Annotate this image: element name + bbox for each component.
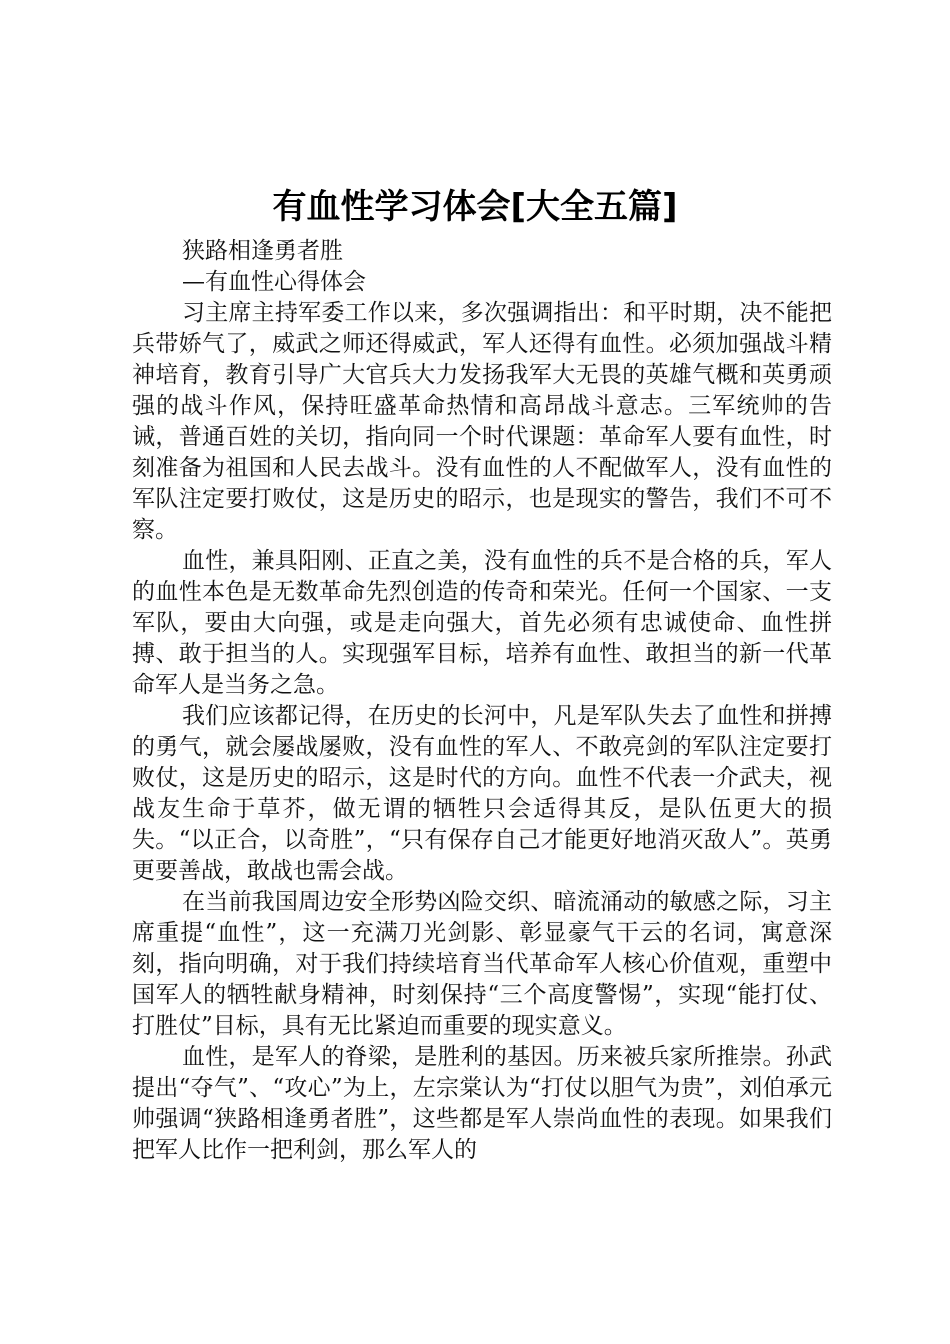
document-body <box>132 236 832 1166</box>
paragraph: 我们应该都记得，在历史的长河中，凡是军队失去了血性和拼搏的勇气，就会屡战屡败，没有血性的军人、不敢亮剑的军队注定要打败仗，这是历史的昭示，这是时代的方向。血性不代表一介武夫，视战友生命于草芥，做无谓的牺牲只会适得其反，是队伍更大的损失。“以正合，以奇胜”，“只有保存自己才能更好地消灭敌人”。英勇更要善战，敢战也需会战。 <box>132 703 832 884</box>
paragraph: 血性，兼具阳刚、正直之美，没有血性的兵不是合格的兵，军人的血性本色是无数革命先烈创造的传奇和荣光。任何一个国家、一支军队，要由大向强，或是走向强大，首先必须有忠诚使命、血性拼搏、敢于担当的人。实现强军目标，培养有血性、敢担当的新一代革命军人是当务之急。 <box>132 548 832 698</box>
paragraph: 习主席主持军委工作以来，多次强调指出：和平时期，决不能把兵带娇气了，威武之师还得威武，军人还得有血性。必须加强战斗精神培育，教育引导广大官兵大力发扬我军大无畏的英雄气概和英勇顽强的战斗作风，保持旺盛革命热情和高昂战斗意志。三军统帅的告诫，普通百姓的关切，指向同一个时代课题：革命军人要有血性，时刻准备为祖国和人民去战斗。没有血性的人不配做军人，没有血性的军队注定要打败仗，这是历史的昭示，也是现实的警告，我们不可不察。 <box>132 300 832 543</box>
paragraph: 在当前我国周边安全形势凶险交织、暗流涌动的敏感之际，习主席重提“血性”，这一充满刀光剑影、彰显豪气干云的名词，寓意深刻，指向明确，对于我们持续培育当代革命军人核心价值观，重塑中国军人的牺牲献身精神，时刻保持“三个高度警惕”，实现“能打仗、打胜仗”目标，具有无比紧迫而重要的现实意义。 <box>132 889 832 1039</box>
document-subheading: —有血性心得体会 <box>182 269 366 295</box>
paragraph: 血性，是军人的脊梁，是胜利的基因。历来被兵家所推崇。孙武提出“夺气”、“攻心”为上，左宗棠认为“打仗以胆气为贵”，刘伯承元帅强调“狭路相逢勇者胜”，这些都是军人崇尚血性的表现。如果我们把军人比作一把利剑，那么军人的 <box>132 1044 832 1163</box>
document-title: 有血性学习体会[大全五篇] <box>272 187 678 227</box>
document-subtitle: 狭路相逢勇者胜 <box>182 238 343 264</box>
